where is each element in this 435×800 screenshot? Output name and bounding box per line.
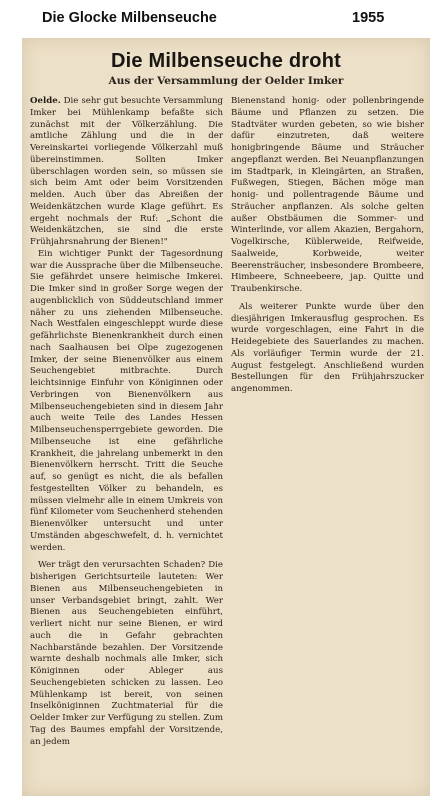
article-columns (30, 96, 424, 748)
left-column (30, 96, 223, 748)
page-header (0, 0, 435, 34)
paragraph-1 (30, 96, 223, 249)
paragraph-3: Wer trägt den verursachten Schaden? Die bisherigen Gerichtsurteile lauteten: Wer Bienen aus Milbenseuchengebieten in unser Verbandsgebiet bringt, zahlt. Wer Bienen aus Seuchengebieten einführt, verliert nicht nur seine Bienen, er wird auch die in Gefahr gebrachten Nachbarstände bezahlen. Der Vorsitzende warnte deshalb nochmals alle Imker, sich Königinnen oder Ableger aus Seuchengebieten schicken zu lassen. Leo Mühlenkamp ist bereit, von seinen Inselköniginnen Zuchtmaterial für die Oelder Imker zur Verfügung zu stellen. Zum Tag des Baumes empfahl der Vorsitzende, an jedem (30, 560, 223, 747)
paragraph-2: Ein wichtiger Punkt der Tagesordnung war die Aussprache über die Milbenseuche. Sie gefährdet unsere heimische Imkerei. Die Imker sind in großer Sorge wegen der augenblicklich von Süddeutschland immer näher zu uns ziehenden Milbenseuche. Nach Westfalen eingeschleppt wurde diese gefährlichste Bienenkrankheit durch einen nach Saalhausen bei Olpe zugezogenen Imker, der seine Bienenvölker aus einem Seuchengebiet mitbrachte. Durch leichtsinnige Einfuhr von Königinnen oder Verbringen von Bienenvölkern aus Milbenseuchengebieten sind in diesem Jahr auch weite Teile des Landes Hessen Milbenseuchensperrgebiete geworden. Die Milbenseuche ist eine gefährliche Krankheit, die jahrelang unbemerkt in den Bienenvölkern herrscht. Tritt die Seuche auf, so genügt es nicht, die als befallen festgestellten Völker zu behandeln, es müssen vielmehr alle in einem Umkreis von fünf Kilometer vom Seuchenherd stehenden Bienenvölker untersucht und unter Umständen abgeschwefelt, d. h. vernichtet werden. (30, 248, 223, 553)
newspaper-title: Die Glocke Milbenseuche (42, 10, 217, 26)
paragraph-4: Bienenstand honig- oder pollenbringende Bäume und Pflanzen zu setzen. Die Stadtväter wurden gebeten, so wie bisher dafür einzutreten, daß weitere honigbringende Bäume und Sträucher angepflanzt werden. Bei Neuanpflanzungen im Stadtpark, in Kleingärten, an Straßen, Fußwegen, Stiegen, Bächen möge man honig- und pollentragende Bäume und Sträucher anpflanzen. Als solche gelten außer Obstbäumen die Sommer- und Winterlinde, vor allem Akazien, Bergahorn, Vogelkirsche, Küblerweide, Reifweide, Saalweide, Korbweide, weiter Beerensträucher, insbesondere Brombeere, Himbeere, Schneebeere, jap. Quitte und Traubenkirsche. (231, 96, 424, 294)
dateline: Oelde. (30, 96, 61, 106)
paragraph-1-text: Die sehr gut besuchte Versammlung Imker bei Mühlenkamp befaßte sich zunächst mit der Völkerzählung. Die amtliche Zählung und die in der Vereinskartei vorliegende Völkerzahl muß übereinstimmen. Sollten Imker überschlagen worden sein, so müssen sie sich beim Amt oder beim Vorsitzenden melden. Auch über das Abreißen der Weidenkätzchen wurde Klage geführt. Es ergeht nochmals der Ruf: „Schont die Weidenkätzchen, sie sind die erste Frühjahrsnahrung der Bienen!" (30, 96, 224, 247)
right-column (231, 96, 424, 748)
newspaper-clipping (22, 38, 430, 796)
paragraph-5: Als weiterer Punkte wurde über den diesjährigen Imkerausflug gesprochen. Es wurde vorgeschlagen, eine Fahrt in die Heidegebiete des Sauerlandes zu machen. Als vorläufiger Termin wurde der 21. August festgelegt. Anschließend wurden Bestellungen für den Frühjahrszucker angenommen. (231, 301, 424, 394)
article-subheadline: Aus der Versammlung der Oelder Imker (108, 75, 344, 87)
article-headline: Die Milbenseuche droht (111, 50, 341, 72)
year-label: 1955 (352, 10, 385, 26)
